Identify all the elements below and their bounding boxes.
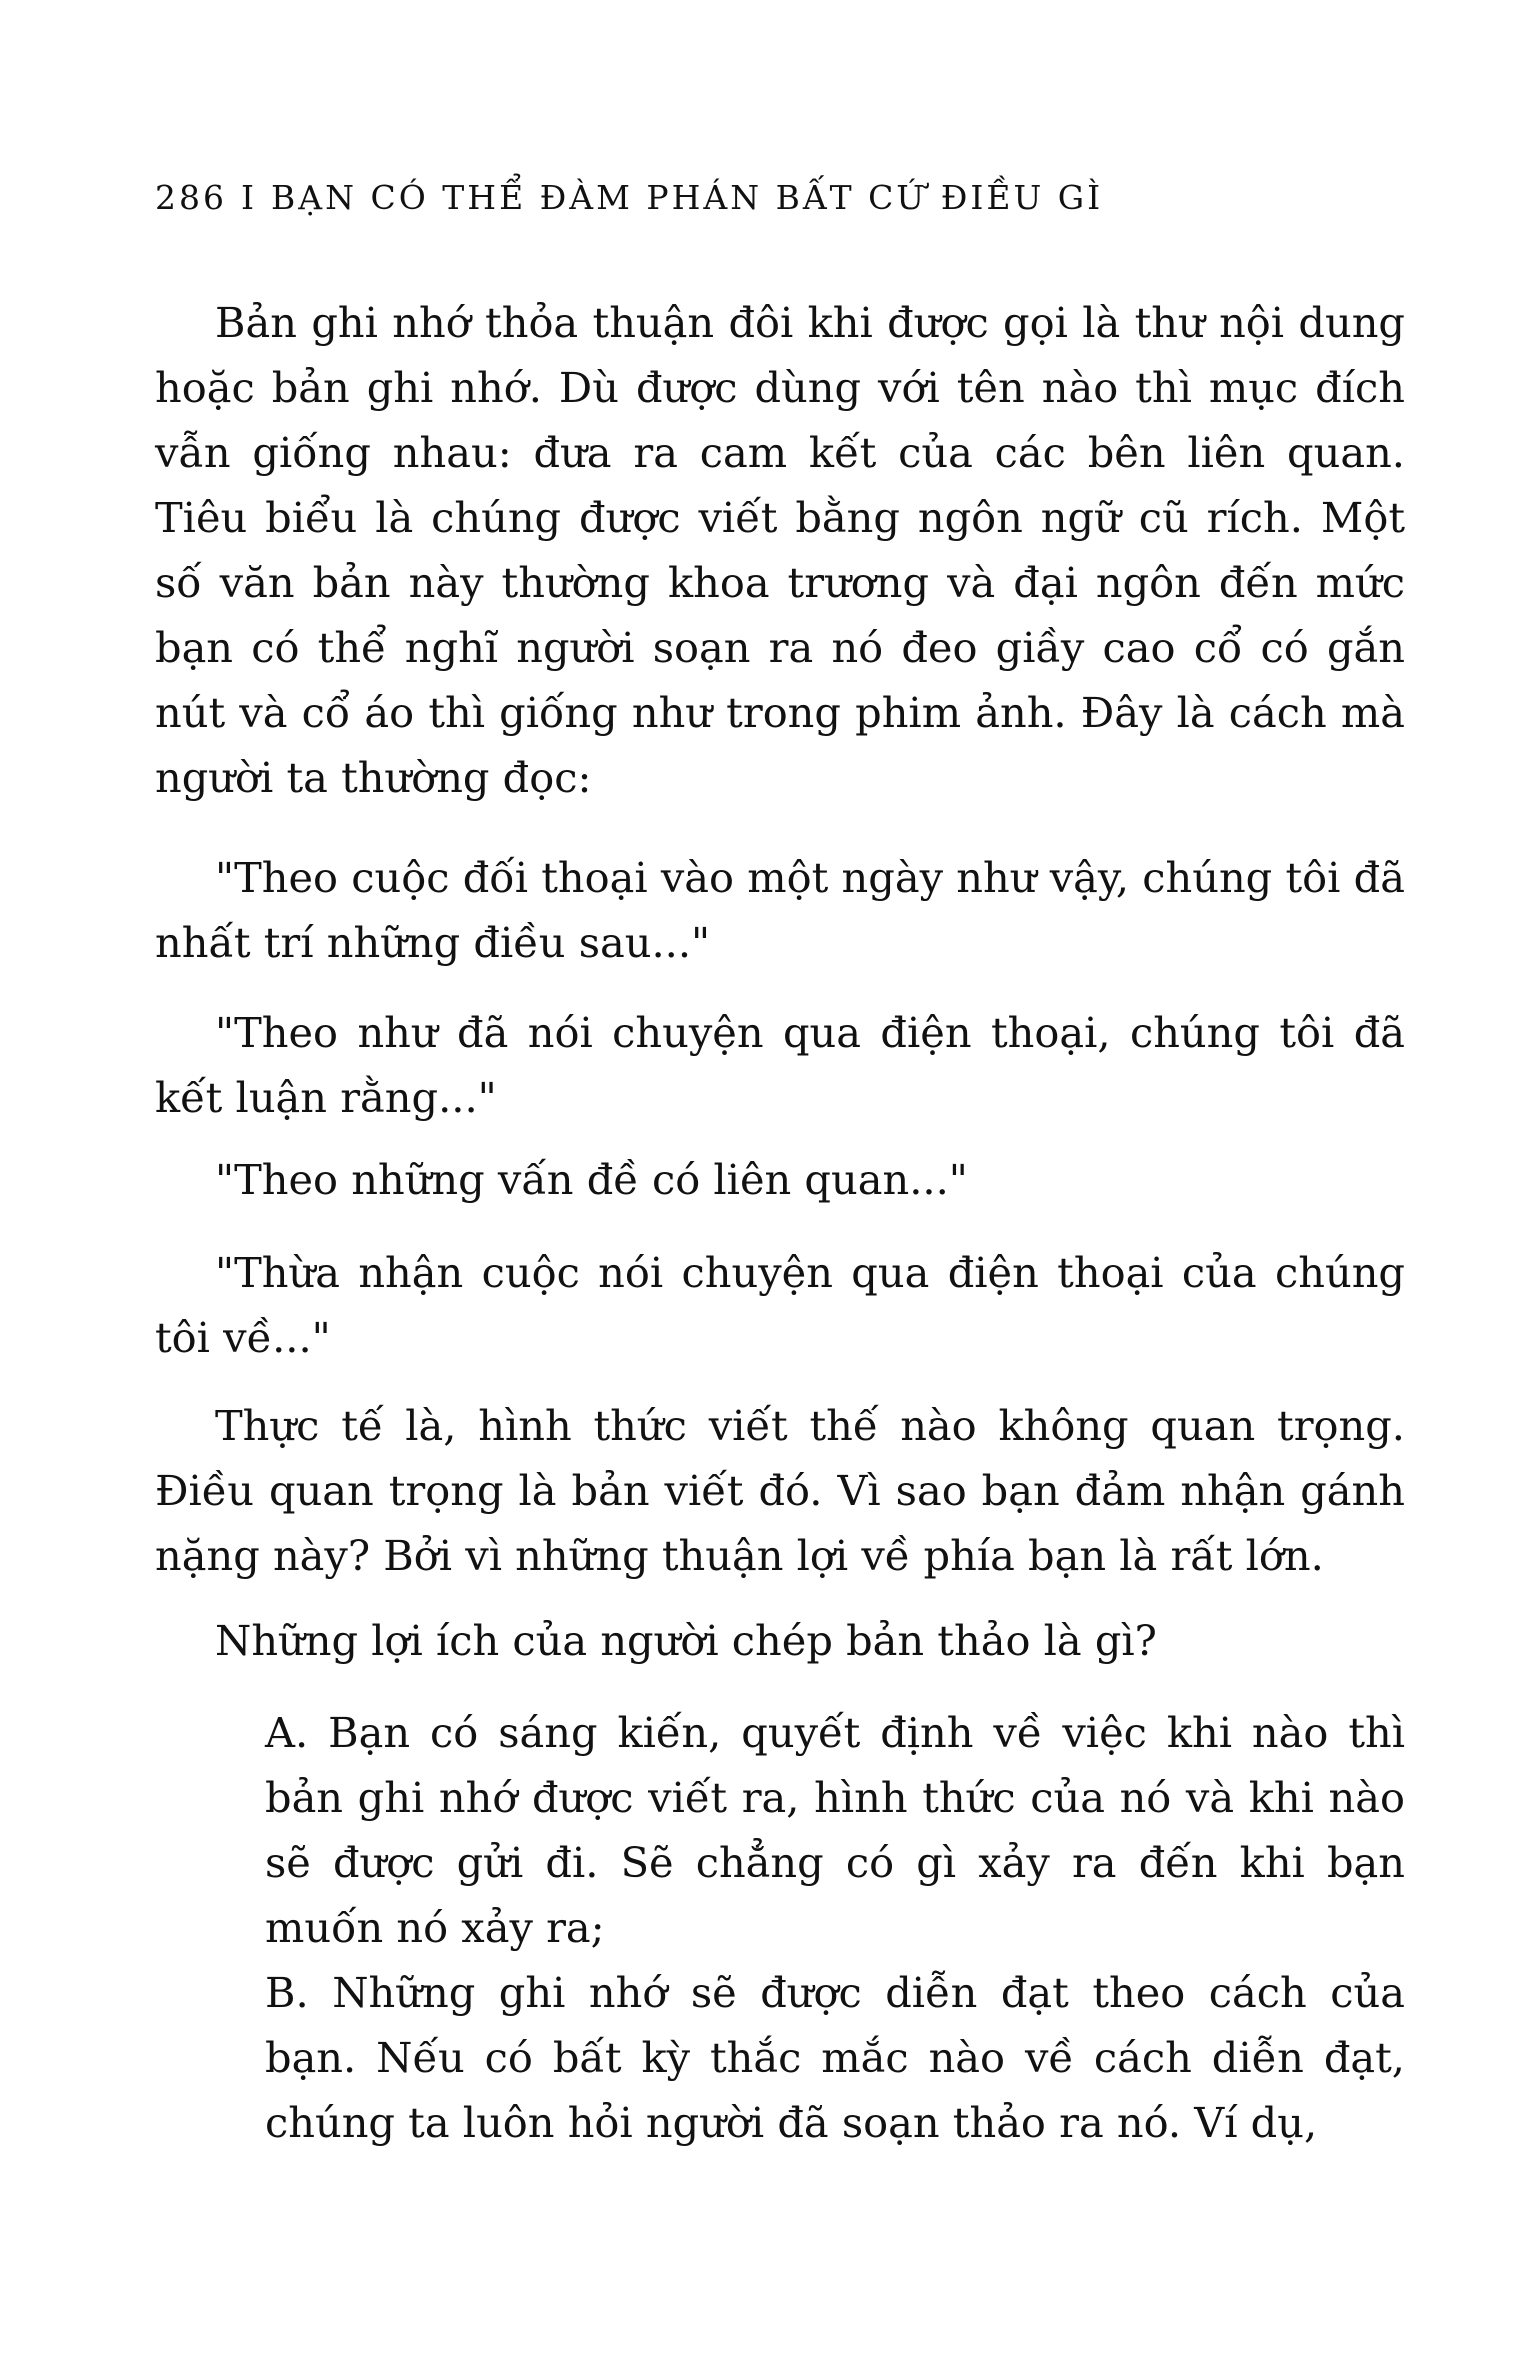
- quote-3: "Theo những vấn đề có liên quan...": [215, 1155, 968, 1204]
- book-title: BẠN CÓ THỂ ĐÀM PHÁN BẤT CỨ ĐIỀU GÌ: [271, 178, 1104, 217]
- running-header: [155, 178, 1103, 217]
- header-separator: I: [241, 178, 258, 217]
- paragraph-memo-intro: Bản ghi nhớ thỏa thuận đôi khi được gọi là thư nội dung hoặc bản ghi nhớ. Dù được dùng với tên nào thì mục đích vẫn giống nhau: đưa ra cam kết của các bên liên quan. Tiêu biểu là chúng được viết bằng ngôn ngữ cũ rích. Một số văn bản này thường khoa trương và đại ngôn đến mức bạn có thể nghĩ người soạn ra nó đeo giầy cao cổ có gắn nút và cổ áo thì giống như trong phim ảnh. Đây là cách mà người ta thường đọc:: [155, 298, 1405, 802]
- list-item-b: B. Những ghi nhớ sẽ được diễn đạt theo cách của bạn. Nếu có bất kỳ thắc mắc nào về cách diễn đạt, chúng ta luôn hỏi người đã soạn thảo ra nó. Ví dụ,: [265, 1968, 1405, 2147]
- quote-2: "Theo như đã nói chuyện qua điện thoại, chúng tôi đã kết luận rằng...": [155, 1008, 1405, 1122]
- page-number: 286: [155, 178, 227, 217]
- quote-4: "Thừa nhận cuộc nói chuyện qua điện thoại của chúng tôi về...": [155, 1248, 1405, 1362]
- list-item-a: A. Bạn có sáng kiến, quyết định về việc khi nào thì bản ghi nhớ được viết ra, hình thức của nó và khi nào sẽ được gửi đi. Sẽ chẳng có gì xảy ra đến khi bạn muốn nó xảy ra;: [265, 1708, 1405, 1952]
- paragraph-benefits-question: Những lợi ích của người chép bản thảo là gì?: [215, 1616, 1157, 1665]
- quote-1: "Theo cuộc đối thoại vào một ngày như vậy, chúng tôi đã nhất trí những điều sau...": [155, 853, 1405, 967]
- paragraph-form-not-important: Thực tế là, hình thức viết thế nào không quan trọng. Điều quan trọng là bản viết đó. Vì sao bạn đảm nhận gánh nặng này? Bởi vì những thuận lợi về phía bạn là rất lớn.: [155, 1401, 1405, 1580]
